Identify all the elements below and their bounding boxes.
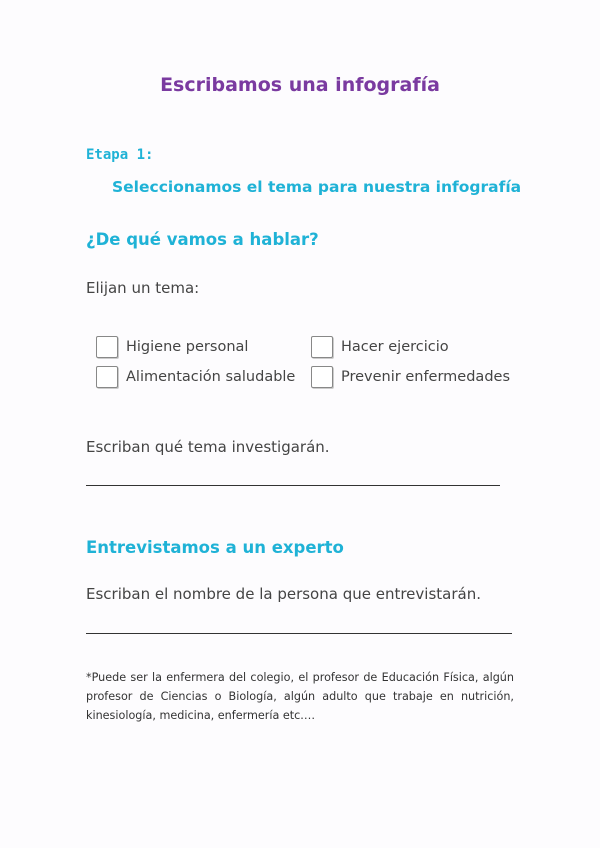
option-enfermedades[interactable] — [311, 366, 510, 388]
option-label: Prevenir enfermedades — [341, 369, 511, 385]
topic-instruction: Elijan un tema: — [86, 279, 200, 297]
option-label: Hacer ejercicio — [341, 339, 449, 355]
expert-answer-line[interactable] — [86, 633, 512, 634]
topic-write-prompt: Escriban qué tema investigarán. — [86, 438, 330, 456]
option-label: Alimentación saludable — [126, 369, 296, 385]
stage-label: Etapa 1: — [86, 147, 154, 163]
expert-write-prompt: Escriban el nombre de la persona que entrevistarán. — [86, 585, 481, 603]
option-higiene[interactable] — [96, 336, 248, 358]
checkbox[interactable] — [311, 366, 333, 388]
checkbox[interactable] — [96, 336, 118, 358]
option-ejercicio[interactable] — [311, 336, 449, 358]
footnote: *Puede ser la enfermera del colegio, el profesor de Educación Física, algún profesor de Ciencias o Biología, algún adulto que trabaje en nutrición, kinesiología, medicina, enfermería etc.… — [86, 671, 514, 722]
section-heading-topic: ¿De qué vamos a hablar? — [86, 230, 319, 249]
option-label: Higiene personal — [126, 339, 249, 355]
checkbox[interactable] — [96, 366, 118, 388]
page-title: Escribamos una infografía — [160, 74, 440, 96]
section-heading-expert: Entrevistamos a un experto — [86, 538, 344, 557]
topic-answer-line[interactable] — [86, 485, 500, 486]
checkbox[interactable] — [311, 336, 333, 358]
stage-subtitle: Seleccionamos el tema para nuestra infografía — [112, 178, 522, 196]
option-alimentacion[interactable] — [96, 366, 295, 388]
